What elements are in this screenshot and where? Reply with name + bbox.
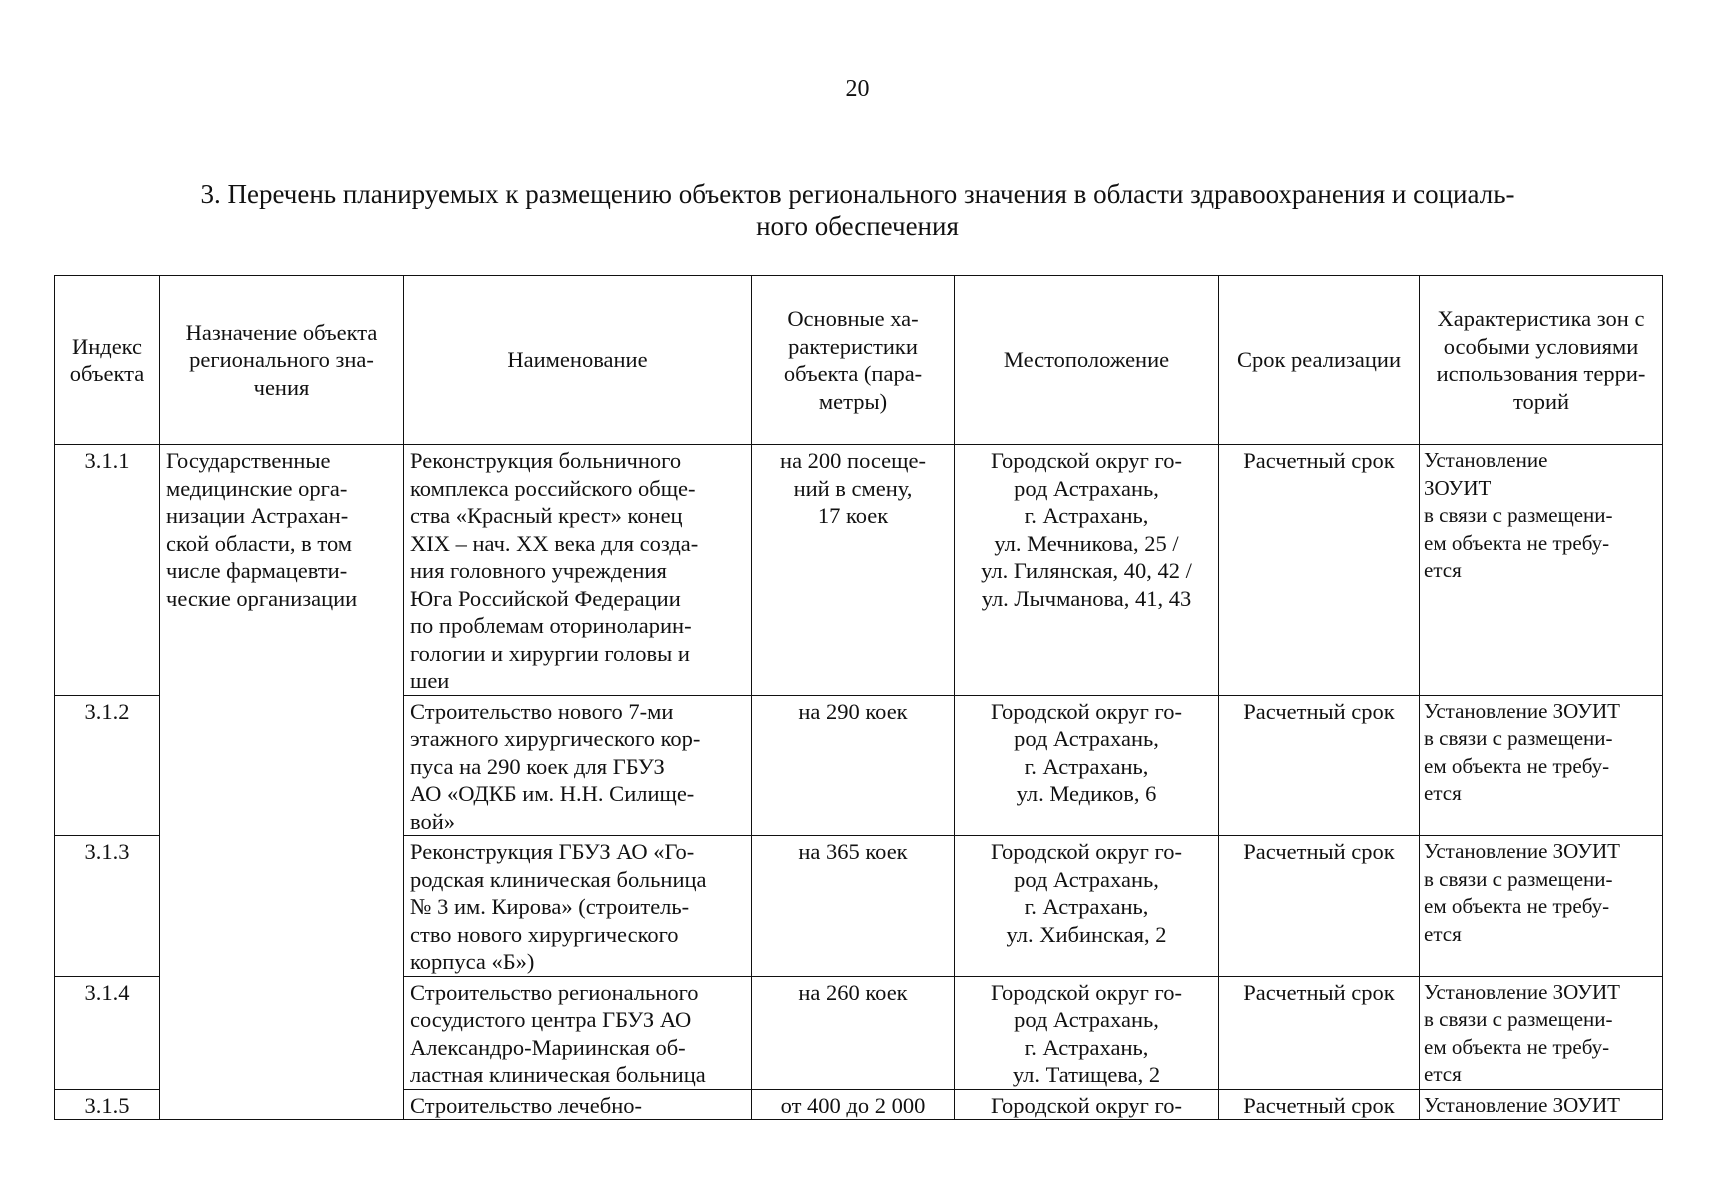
header-term: Срок реализации xyxy=(1219,276,1420,445)
cell-zones: Установление ЗОУИТ в связи с размещени- ем объекта не требу- ется xyxy=(1420,836,1663,977)
cell-purpose: Государственные медицинские орга- низации Астрахан- ской области, в том числе фармацевти- ческие организации xyxy=(160,445,404,1120)
table-row xyxy=(55,445,1663,696)
cell-location: Городской округ го- род Астрахань, г. Астрахань, ул. Медиков, 6 xyxy=(955,695,1219,836)
cell-location: Городской округ го- род Астрахань, г. Астрахань, ул. Хибинская, 2 xyxy=(955,836,1219,977)
cell-term: Расчетный срок xyxy=(1219,976,1420,1089)
header-params: Основные ха- рактеристики объекта (пара- метры) xyxy=(752,276,955,445)
cell-params: от 400 до 2 000 xyxy=(752,1089,955,1120)
cell-name: Реконструкция больничного комплекса российского обще- ства «Красный крест» конец XIX – нач. XX века для созда- ния головного учреждения Юга Российской Федерации по проблемам оториноларин- гологии и хирургии головы и шеи xyxy=(404,445,752,696)
cell-params: на 200 посеще- ний в смену, 17 коек xyxy=(752,445,955,696)
cell-zones: Установление ЗОУИТ в связи с размещени- ем объекта не требу- ется xyxy=(1420,976,1663,1089)
header-location: Местоположение xyxy=(955,276,1219,445)
cell-location: Городской округ го- род Астрахань, г. Астрахань, ул. Татищева, 2 xyxy=(955,976,1219,1089)
cell-zones: Установление ЗОУИТ xyxy=(1420,1089,1663,1120)
cell-index: 3.1.5 xyxy=(55,1089,160,1120)
cell-zones: Установление ЗОУИТ в связи с размещени- ем объекта не требу- ется xyxy=(1420,695,1663,836)
cell-name: Строительство нового 7-ми этажного хирургического кор- пуса на 290 коек для ГБУЗ АО «ОДКБ им. Н.Н. Силище- вой» xyxy=(404,695,752,836)
cell-location: Городской округ го- xyxy=(955,1089,1219,1120)
cell-term: Расчетный срок xyxy=(1219,695,1420,836)
header-name: Наименование xyxy=(404,276,752,445)
header-purpose: Назначение объекта регионального зна- чения xyxy=(160,276,404,445)
cell-index: 3.1.3 xyxy=(55,836,160,977)
document-title-line-1: 3. Перечень планируемых к размещению объектов регионального значения в области здравоохранения и социаль- xyxy=(200,179,1515,209)
cell-name: Реконструкция ГБУЗ АО «Го- родская клиническая больница № 3 им. Кирова» (строитель- ство нового хирургического корпуса «Б») xyxy=(404,836,752,977)
cell-params: на 290 коек xyxy=(752,695,955,836)
cell-location: Городской округ го- род Астрахань, г. Астрахань, ул. Мечникова, 25 / ул. Гилянская, 40, 42 / ул. Лычманова, 41, 43 xyxy=(955,445,1219,696)
document-title xyxy=(150,178,1565,242)
cell-name: Строительство лечебно- xyxy=(404,1089,752,1120)
cell-index: 3.1.4 xyxy=(55,976,160,1089)
cell-index: 3.1.2 xyxy=(55,695,160,836)
cell-term: Расчетный срок xyxy=(1219,445,1420,696)
header-index: Индекс объекта xyxy=(55,276,160,445)
header-zones: Характеристика зон с особыми условиями использования терри- торий xyxy=(1420,276,1663,445)
cell-index: 3.1.1 xyxy=(55,445,160,696)
cell-params: на 365 коек xyxy=(752,836,955,977)
cell-term: Расчетный срок xyxy=(1219,1089,1420,1120)
cell-zones: Установление ЗОУИТ в связи с размещени- ем объекта не требу- ется xyxy=(1420,445,1663,696)
table-header-row xyxy=(55,276,1663,445)
cell-name: Строительство регионального сосудистого центра ГБУЗ АО Александро-Мариинская об- ластная клиническая больница xyxy=(404,976,752,1089)
document-title-line-2: ного обеспечения xyxy=(756,211,959,241)
objects-table xyxy=(54,275,1663,1120)
page-number: 20 xyxy=(845,76,870,102)
cell-term: Расчетный срок xyxy=(1219,836,1420,977)
cell-params: на 260 коек xyxy=(752,976,955,1089)
